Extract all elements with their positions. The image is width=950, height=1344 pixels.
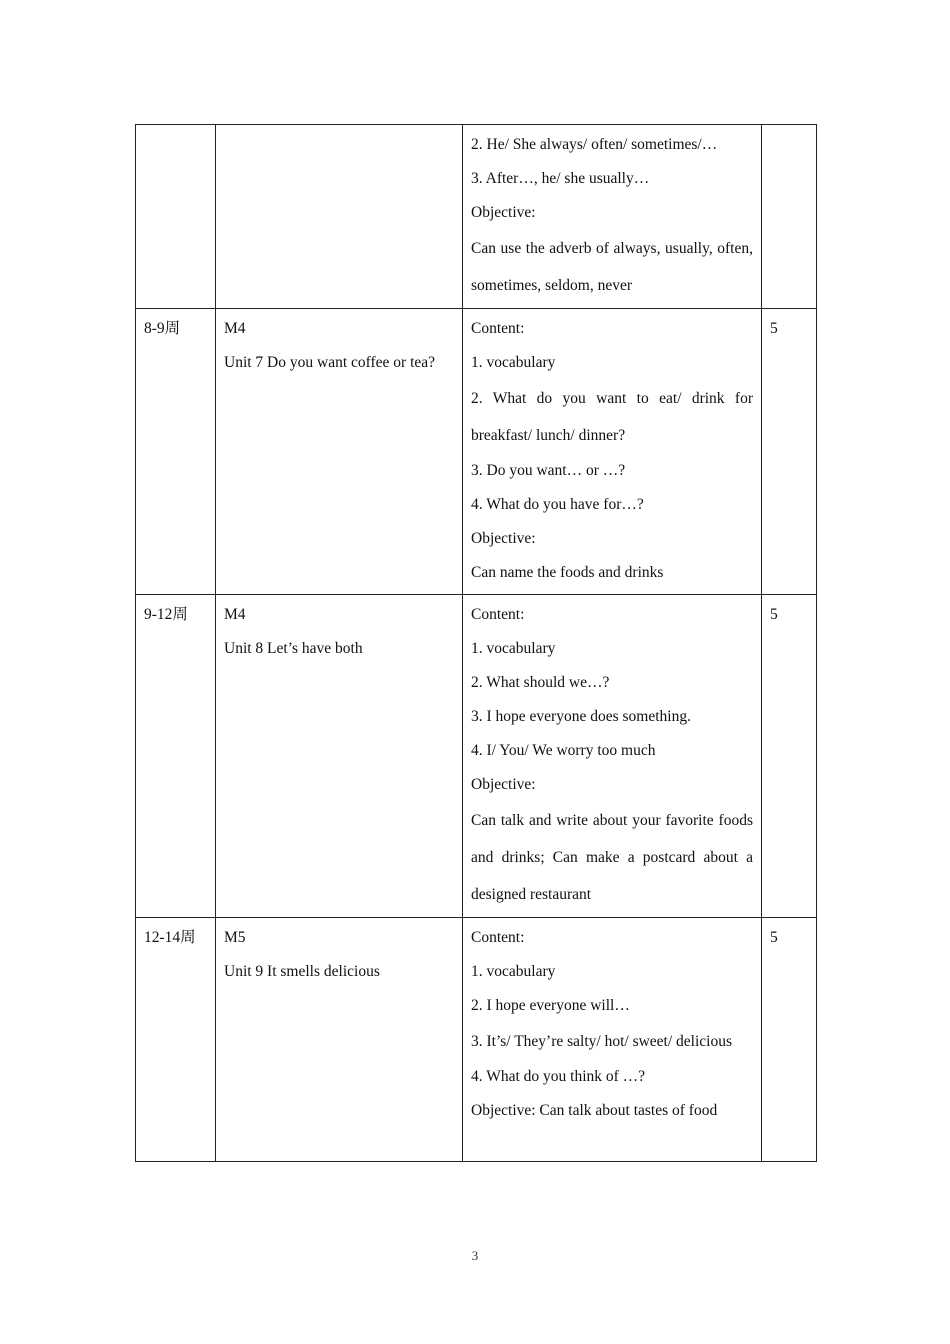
content-line: 3. Do you want… or …? <box>471 462 626 479</box>
content-line: Content: <box>471 929 525 946</box>
content-cell <box>463 309 762 595</box>
unit-cell <box>216 125 463 309</box>
content-line: Content: <box>471 606 525 623</box>
hours-cell: 5 <box>762 918 817 1162</box>
content-line: 1. vocabulary <box>471 963 556 980</box>
content-cell <box>463 595 762 918</box>
content-line: 1. vocabulary <box>471 354 556 371</box>
content-line: Objective: <box>471 530 536 547</box>
content-line: 1. vocabulary <box>471 640 556 657</box>
content-cell <box>463 125 762 309</box>
table-row <box>136 918 817 1162</box>
content-line: Objective: Can talk about tastes of food <box>471 1102 718 1119</box>
hours-cell <box>762 125 817 309</box>
content-line: Can use the adverb of always, usually, often, sometimes, seldom, never <box>471 240 753 294</box>
table-row <box>136 595 817 918</box>
content-line: 2. What should we…? <box>471 674 610 691</box>
content-line: 3. After…, he/ she usually… <box>471 170 650 187</box>
module-label: M4 <box>224 320 246 337</box>
content-line: 4. What do you think of …? <box>471 1068 646 1085</box>
unit-cell <box>216 918 463 1162</box>
content-cell <box>463 918 762 1162</box>
content-line: 2. What do you want to eat/ drink for breakfast/ lunch/ dinner? <box>471 390 753 444</box>
content-line: 4. I/ You/ We worry too much <box>471 742 656 759</box>
unit-cell <box>216 595 463 918</box>
content-line: Content: <box>471 320 525 337</box>
table-row <box>136 125 817 309</box>
content-line: 3. It’s/ They’re salty/ hot/ sweet/ delicious <box>471 1033 733 1050</box>
course-schedule-table <box>135 124 817 1162</box>
week-cell <box>136 125 216 309</box>
page-number: 3 <box>471 1248 479 1263</box>
content-line: Objective: <box>471 204 536 221</box>
module-label: M4 <box>224 606 246 623</box>
table-row <box>136 309 817 595</box>
content-line: 4. What do you have for…? <box>471 496 644 513</box>
unit-title: Unit 7 Do you want coffee or tea? <box>224 354 436 371</box>
content-line: Objective: <box>471 776 536 793</box>
unit-cell <box>216 309 463 595</box>
content-line: Can talk and write about your favorite foods and drinks; Can make a postcard about a designed restaurant <box>471 812 753 903</box>
hours-cell: 5 <box>762 595 817 918</box>
content-line: Can name the foods and drinks <box>471 564 664 581</box>
week-cell: 8-9周 <box>136 309 216 595</box>
hours-cell: 5 <box>762 309 817 595</box>
module-label: M5 <box>224 929 246 946</box>
content-line: 3. I hope everyone does something. <box>471 708 691 725</box>
week-cell: 12-14周 <box>136 918 216 1162</box>
week-cell: 9-12周 <box>136 595 216 918</box>
unit-title: Unit 8 Let’s have both <box>224 640 363 657</box>
content-line: 2. I hope everyone will… <box>471 997 630 1014</box>
unit-title: Unit 9 It smells delicious <box>224 963 380 980</box>
content-line: 2. He/ She always/ often/ sometimes/… <box>471 136 718 153</box>
